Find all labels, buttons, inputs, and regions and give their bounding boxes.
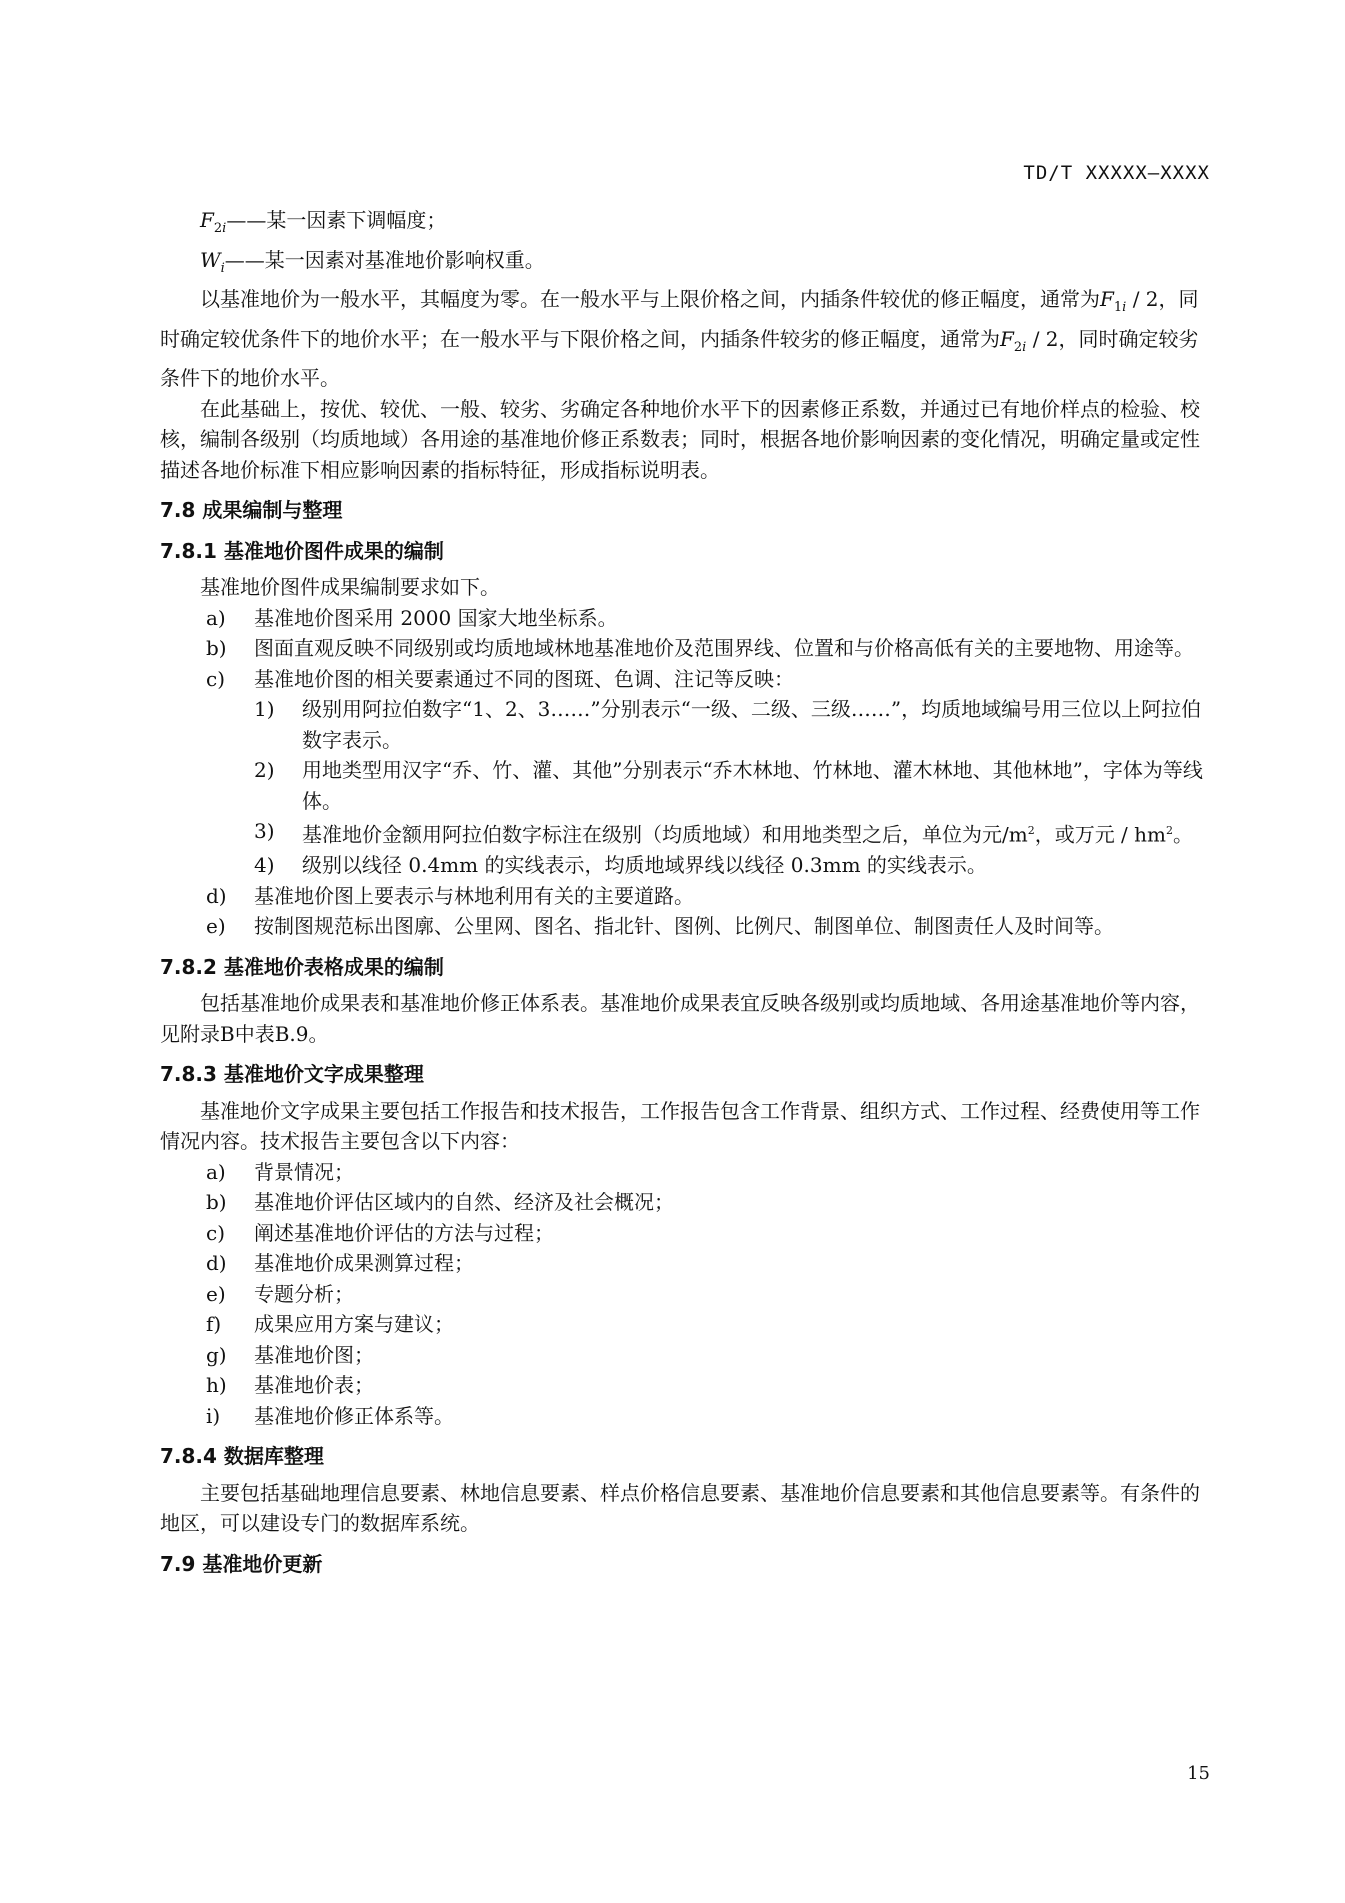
list-item: b) 基准地价评估区域内的自然、经济及社会概况；	[206, 1190, 674, 1215]
section-7-8-heading: 7.8 成果编制与整理	[160, 498, 343, 522]
list-item: f) 成果应用方案与建议；	[206, 1312, 454, 1337]
list-item: e) 按制图规范标出图廓、公里网、图名、指北针、图例、比例尺、制图单位、制图责任人及时间等。	[206, 914, 1114, 939]
sub-list-item: 2) 用地类型用汉字“乔、竹、灌、其他”分别表示“乔木林地、竹林地、灌木林地、其他林地”，字体为等线体。	[254, 758, 1203, 813]
section-7-8-1-intro: 基准地价图件成果编制要求如下。	[200, 575, 500, 599]
list-item: i) 基准地价修正体系等。	[206, 1403, 454, 1428]
list-item: a) 基准地价图采用 2000 国家大地坐标系。	[206, 605, 618, 630]
sub-list-item: 1) 级别用阿拉伯数字“1、2、3……”分别表示“一级、二级、三级……”，均质地域编号用三位以上阿拉伯数字表示。	[254, 697, 1202, 752]
section-7-8-3-text: 基准地价文字成果主要包括工作报告和技术报告，工作报告包含工作背景、组织方式、工作过程、经费使用等工作情况内容。技术报告主要包含以下内容：	[160, 1098, 1200, 1154]
list-item: d) 基准地价图上要表示与林地利用有关的主要道路。	[206, 883, 694, 908]
section-7-9-heading: 7.9 基准地价更新	[160, 1551, 323, 1576]
section-7-8-2-heading: 7.8.2 基准地价表格成果的编制	[160, 954, 444, 979]
paragraph-coefficients: 在此基础上，按优、较优、一般、较劣、劣确定各种地价水平下的因素修正系数，并通过已有地价样点的检验、校核，编制各级别（均质地域）各用途的基准地价修正系数表；同时，根据各地价影响因素的变化情况，明确定量或定性描述各地价标准下相应影响因素的指标特征，形成指标说明表。	[160, 396, 1200, 482]
section-7-8-4-heading: 7.8.4 数据库整理	[160, 1444, 324, 1469]
section-7-8-4-text: 主要包括基础地理信息要素、林地信息要素、样点价格信息要素、基准地价信息要素和其他信息要素等。有条件的地区，可以建设专门的数据库系统。	[160, 1480, 1200, 1536]
sub-list-item: 3) 基准地价金额用阿拉伯数字标注在级别（均质地域）和用地类型之后，单位为元$/m^2$，或万元 / $hm^2$。	[254, 819, 1194, 847]
list-item: d) 基准地价成果测算过程；	[206, 1251, 474, 1276]
section-7-8-3-heading: 7.8.3 基准地价文字成果整理	[160, 1062, 424, 1087]
section-7-8-1-heading: 7.8.1 基准地价图件成果的编制	[160, 538, 444, 563]
paragraph-adjustment: 以基准地价为一般水平，其幅度为零。在一般水平与上限价格之间，内插条件较优的修正幅度，通常为$F_{1i} / 2$，同时确定较优条件下的地价水平；在一般水平与下限价格之间，内插条件较劣的修正幅度，通常为$F_{2i} / 2$，同时确定较劣条件下的地价水平。	[160, 287, 1199, 390]
list-item: c) 基准地价图的相关要素通过不同的图斑、色调、注记等反映：	[206, 666, 794, 691]
section-7-8-2-text: 包括基准地价成果表和基准地价修正体系表。基准地价成果表宜反映各级别或均质地域、各用途基准地价等内容，见附录B中表B.9。	[160, 991, 1200, 1046]
document-body	[160, 205, 1210, 1585]
def-w: $W_i——$某一因素对基准地价影响权重。	[200, 247, 545, 276]
list-item: e) 专题分析；	[206, 1281, 354, 1306]
def-f2: $F_{2i}——$某一因素下调幅度；	[200, 208, 447, 236]
sub-list-item: 4) 级别以线径 0.4mm 的实线表示，均质地域界线以线径 0.3mm 的实线表示。	[254, 853, 987, 878]
list-item: g) 基准地价图；	[206, 1342, 374, 1367]
list-item: c) 阐述基准地价评估的方法与过程；	[206, 1220, 554, 1245]
page-number: 15	[1187, 1763, 1210, 1784]
doc-code-header: TD/T XXXXX—XXXX	[1023, 162, 1210, 184]
list-item: b) 图面直观反映不同级别或均质地域林地基准地价及范围界线、位置和与价格高低有关的主要地物、用途等。	[206, 636, 1194, 660]
list-item: a) 背景情况；	[206, 1159, 354, 1184]
list-item: h) 基准地价表；	[206, 1373, 374, 1398]
